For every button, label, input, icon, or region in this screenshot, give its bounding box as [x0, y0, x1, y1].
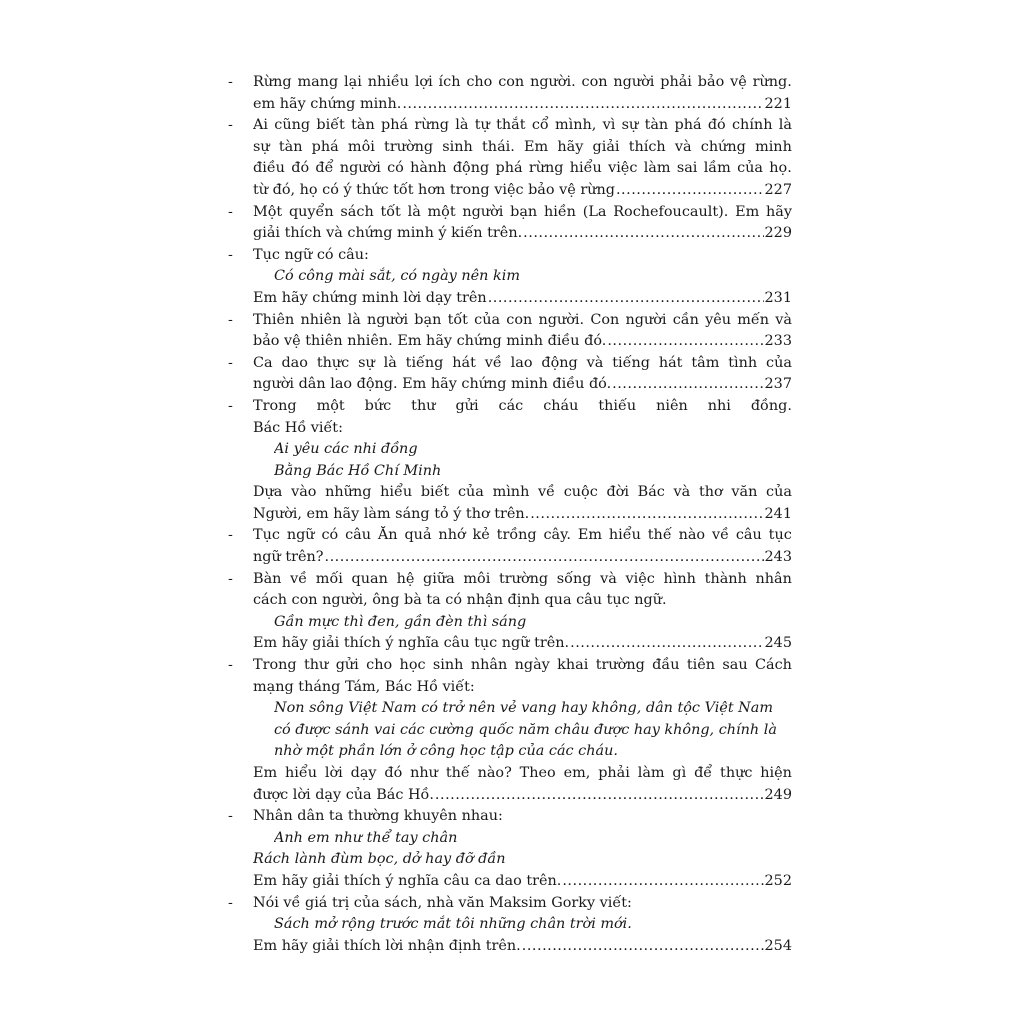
toc-line	[228, 720, 792, 742]
dot-leader	[523, 223, 763, 245]
dot-leader	[325, 547, 764, 569]
toc-line	[228, 94, 792, 116]
toc-line-text: bảo vệ thiên nhiên. Em hãy chứng minh điều đó.	[253, 333, 607, 350]
toc-line	[228, 806, 792, 828]
toc-line	[228, 590, 792, 612]
toc-line	[228, 331, 792, 353]
toc-line	[228, 418, 792, 440]
toc-line-text: Trong một bức thư gửi các cháu thiếu niên nhi đồng.	[253, 397, 792, 414]
toc-line-text: Bác Hồ viết:	[253, 419, 343, 436]
toc-line-text: có được sánh vai các cường quốc năm châu được hay không, chính là	[274, 721, 777, 738]
toc-line-text: Dựa vào những hiểu biết của mình về cuộc đời Bác và thơ văn của	[253, 484, 792, 501]
toc-line	[228, 698, 792, 720]
toc-line-text: Em hãy giải thích ý nghĩa câu tục ngữ trên.	[253, 635, 570, 652]
toc-line	[228, 266, 792, 288]
toc-line	[228, 202, 792, 224]
toc-line-text: Gần mực thì đen, gần đèn thì sáng	[274, 613, 527, 630]
bullet-dash: -	[228, 808, 233, 825]
toc-entry	[228, 569, 792, 655]
toc-line-text: từ đó, họ có ý thức tốt hơn trong việc bảo vệ rừng	[253, 181, 615, 198]
toc-line	[228, 849, 792, 871]
toc-line-text: Em hãy giải thích lời nhận định trên.	[253, 937, 521, 954]
dot-leader	[530, 504, 763, 526]
toc-line	[228, 547, 792, 569]
toc-line-text: Em hiểu lời dạy đó như thế nào? Theo em, phải làm gì để thực hiện	[253, 765, 792, 781]
toc-line	[228, 158, 792, 180]
toc-line-text: em hãy chứng minh.	[253, 95, 402, 112]
toc-line-text: điều đó để người có hành động phá rừng hiểu việc làm sai lầm của họ.	[253, 160, 792, 177]
toc-line	[228, 763, 792, 785]
toc-line-text: Rách lành đùm bọc, dở hay đỡ đần	[253, 851, 506, 868]
toc-line	[228, 785, 792, 807]
toc-line-text: sự tàn phá môi trường sinh thái. Em hãy giải thích và chứng minh	[253, 138, 792, 155]
toc-line-text: Ai cũng biết tàn phá rừng là tự thắt cổ mình, vì sự tàn phá đó chính là	[253, 117, 792, 134]
toc-entry	[228, 310, 792, 353]
dot-leader	[488, 288, 764, 310]
toc-line-text: Tục ngữ có câu Ăn quả nhớ kẻ trồng cây. Em hiểu thế nào về câu tục	[253, 527, 792, 544]
dot-leader	[435, 785, 764, 807]
toc-line-text: Rừng mang lại nhiều lợi ích cho con người. con người phải bảo vệ rừng.	[253, 74, 792, 90]
table-of-contents	[228, 72, 792, 957]
page-number: 221	[764, 95, 792, 112]
toc-leader-line	[253, 180, 792, 202]
bullet-dash: -	[228, 354, 233, 371]
toc-entry	[228, 115, 792, 201]
toc-line-text: Nói về giá trị của sách, nhà văn Maksim Gorky viết:	[253, 894, 632, 911]
bullet-dash: -	[228, 246, 233, 263]
toc-line-text: Sách mở rộng trước mắt tôi những chân trời mới.	[274, 916, 632, 933]
toc-line	[228, 914, 792, 936]
toc-line	[228, 180, 792, 202]
toc-line-text: Nhân dân ta thường khuyên nhau:	[253, 808, 503, 825]
dot-leader	[616, 180, 764, 202]
toc-line-text: Có công mài sắt, có ngày nên kim	[274, 268, 520, 285]
dot-leader	[402, 94, 763, 116]
toc-line	[228, 439, 792, 461]
toc-line-text: Thiên nhiên là người bạn tốt của con người. Con người cần yêu mến và	[253, 311, 792, 328]
toc-leader-line	[253, 504, 792, 526]
toc-line-text: người dân lao động. Em hãy chứng minh điều đó.	[253, 376, 612, 393]
toc-line-text: Tục ngữ có câu:	[253, 246, 369, 263]
toc-line-text: Một quyển sách tốt là một người bạn hiền (La Rochefoucault). Em hãy	[253, 203, 792, 220]
toc-leader-line	[253, 785, 792, 807]
toc-line	[228, 828, 792, 850]
toc-line	[228, 310, 792, 332]
toc-line	[228, 72, 792, 94]
toc-line-text: cách con người, ông bà ta có nhận định qua câu tục ngữ.	[253, 592, 667, 609]
toc-line-text: Bàn về mối quan hệ giữa môi trường sống và việc hình thành nhân	[253, 570, 792, 587]
bullet-dash: -	[228, 570, 233, 587]
page-number: 243	[764, 549, 792, 566]
page-number: 241	[764, 505, 792, 522]
toc-entry	[228, 655, 792, 806]
toc-entry	[228, 72, 792, 115]
toc-line	[228, 893, 792, 915]
toc-line	[228, 936, 792, 958]
page-number: 237	[764, 376, 792, 393]
toc-leader-line	[253, 94, 792, 116]
toc-line	[228, 223, 792, 245]
page-number: 231	[764, 289, 792, 306]
toc-leader-line	[253, 936, 792, 958]
page-number: 254	[764, 937, 792, 954]
bullet-dash: -	[228, 203, 233, 220]
bullet-dash: -	[228, 657, 233, 674]
toc-leader-line	[253, 871, 792, 893]
toc-line-text: được lời dạy của Bác Hồ.	[253, 786, 434, 803]
toc-line	[228, 137, 792, 159]
toc-line-text: Em hãy chứng minh lời dạy trên	[253, 289, 487, 306]
toc-line	[228, 288, 792, 310]
toc-leader-line	[253, 223, 792, 245]
toc-line	[228, 461, 792, 483]
bullet-dash: -	[228, 894, 233, 911]
toc-leader-line	[253, 288, 792, 310]
toc-entry	[228, 525, 792, 568]
dot-leader	[607, 331, 763, 353]
toc-line-text: Bằng Bác Hồ Chí Minh	[274, 462, 442, 479]
toc-line	[228, 741, 792, 763]
dot-leader	[522, 936, 764, 958]
toc-line	[228, 612, 792, 634]
page-number: 229	[764, 225, 792, 242]
toc-entry	[228, 353, 792, 396]
toc-line	[228, 569, 792, 591]
toc-leader-line	[253, 374, 792, 396]
toc-line-text: Non sông Việt Nam có trở nên vẻ vang hay không, dân tộc Việt Nam	[274, 700, 773, 717]
toc-line	[228, 115, 792, 137]
toc-line	[228, 525, 792, 547]
toc-line	[228, 633, 792, 655]
toc-line-text: Người, em hãy làm sáng tỏ ý thơ trên.	[253, 505, 530, 522]
toc-line-text: Em hãy giải thích ý nghĩa câu ca dao trên.	[253, 872, 562, 889]
toc-line	[228, 871, 792, 893]
dot-leader	[612, 374, 763, 396]
toc-leader-line	[253, 547, 792, 569]
toc-entry	[228, 893, 792, 958]
bullet-dash: -	[228, 117, 233, 134]
toc-line	[228, 655, 792, 677]
toc-line-text: Anh em như thể tay chân	[274, 829, 458, 846]
toc-entry	[228, 806, 792, 892]
page-number: 227	[764, 181, 792, 198]
toc-line-text: Trong thư gửi cho học sinh nhân ngày khai trường đầu tiên sau Cách	[253, 657, 792, 674]
toc-line	[228, 677, 792, 699]
toc-line-text: Ai yêu các nhi đồng	[274, 441, 418, 458]
toc-entry	[228, 245, 792, 310]
toc-line-text: mạng tháng Tám, Bác Hồ viết:	[253, 678, 475, 695]
toc-line	[228, 374, 792, 396]
dot-leader	[570, 633, 763, 655]
toc-line	[228, 245, 792, 267]
toc-line-text: ngữ trên?	[253, 549, 324, 566]
bullet-dash: -	[228, 397, 233, 414]
toc-line-text: Ca dao thực sự là tiếng hát về lao động và tiếng hát tâm tình của	[253, 354, 792, 371]
toc-leader-line	[253, 633, 792, 655]
toc-line	[228, 396, 792, 418]
page-number: 233	[764, 333, 792, 350]
toc-line	[228, 353, 792, 375]
page-number: 249	[764, 786, 792, 803]
toc-line-text: nhờ một phần lớn ở công học tập của các cháu.	[274, 743, 618, 760]
toc-entry	[228, 202, 792, 245]
page-number: 245	[764, 635, 792, 652]
bullet-dash: -	[228, 74, 233, 90]
toc-line-text: giải thích và chứng minh ý kiến trên.	[253, 225, 523, 242]
bullet-dash: -	[228, 311, 233, 328]
toc-entry	[228, 396, 792, 526]
toc-line	[228, 482, 792, 504]
toc-line	[228, 504, 792, 526]
bullet-dash: -	[228, 527, 233, 544]
toc-leader-line	[253, 331, 792, 353]
dot-leader	[562, 871, 763, 893]
page-number: 252	[764, 872, 792, 889]
